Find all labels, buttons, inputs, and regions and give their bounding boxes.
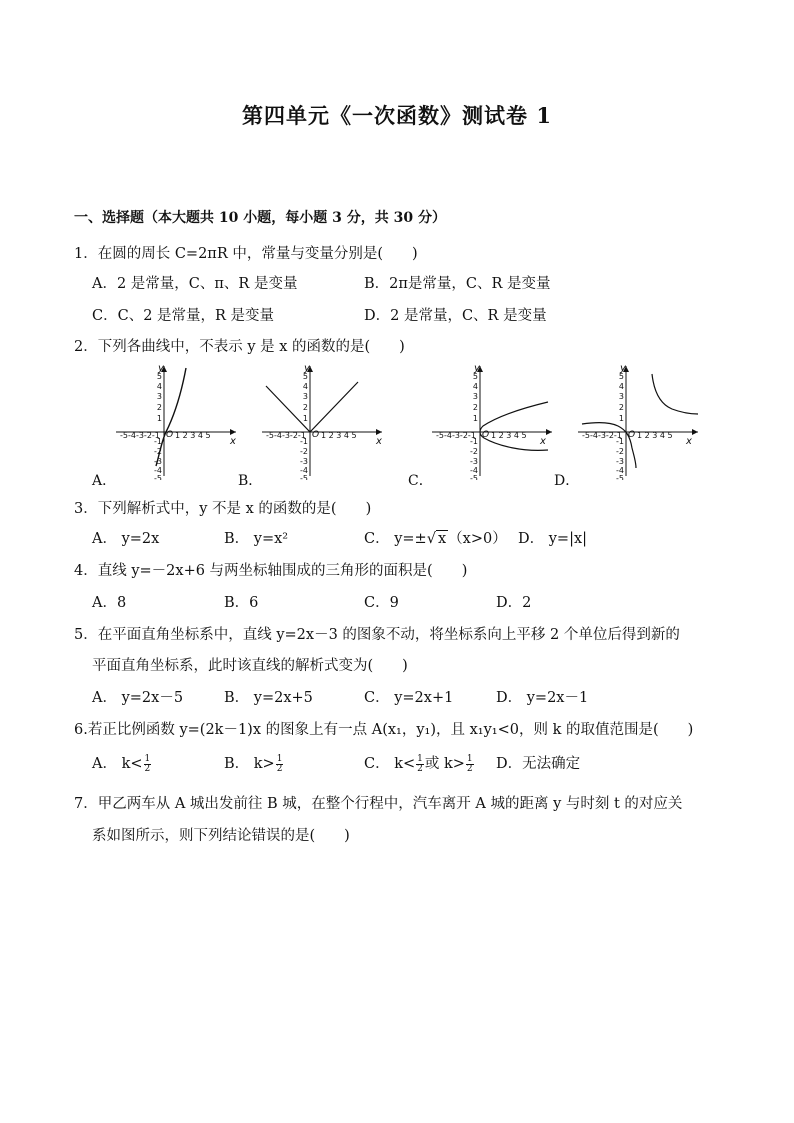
- fraction-denominator: 2: [144, 763, 151, 774]
- question-5-stem-line-2: 平面直角坐标系，此时该直线的解析式变为( ): [92, 658, 408, 674]
- graph-d-ytick: 3: [618, 392, 624, 401]
- graph-c-ytick: 5: [472, 372, 478, 381]
- question-3-option-a: A． y=2x: [92, 531, 160, 547]
- graph-d-ytick: 4: [618, 382, 624, 391]
- graph-d-xlabel: x: [686, 436, 692, 447]
- graph-b-xlabel: x: [376, 436, 382, 447]
- graph-a-xticks-pos: 1 2 3 4 5: [175, 431, 211, 440]
- graph-a-ytick: 2: [156, 403, 162, 412]
- graph-c-ytick: -3: [470, 457, 478, 466]
- fraction: [276, 755, 284, 774]
- graph-d-ytick: -3: [616, 457, 624, 466]
- question-4-stem: 4．直线 y=－2x+6 与两坐标轴围成的三角形的面积是( ): [74, 563, 468, 579]
- graph-b-ytick: -1: [300, 437, 308, 446]
- graph-a-label: A．: [92, 473, 117, 489]
- graph-b-ytick: 1: [302, 414, 308, 423]
- graph-c-ytick: -5: [470, 474, 478, 480]
- question-6-option-c-prefix: C． k<: [364, 756, 416, 772]
- graph-a-xticks-neg: -5-4-3-2-1: [120, 431, 160, 440]
- graph-c-ytick: 1: [472, 414, 478, 423]
- graph-b: [258, 362, 386, 480]
- graph-d-ytick: -1: [616, 437, 624, 446]
- sqrt-icon: √: [426, 531, 436, 547]
- graph-a-ytick: -5: [154, 474, 162, 480]
- graph-d-ytick: -2: [616, 447, 624, 456]
- graph-c-ytick: -4: [470, 466, 478, 475]
- graph-b-ytick: 5: [302, 372, 308, 381]
- graph-b-label: B．: [238, 473, 263, 489]
- question-1-stem: 1．在圆的周长 C=2πR 中，常量与变量分别是( ): [74, 246, 418, 262]
- question-3-option-c: [364, 527, 507, 548]
- graph-a-ytick: -2: [154, 447, 162, 456]
- question-5-stem-line-1: 5．在平面直角坐标系中，直线 y=2x－3 的图象不动，将坐标系向上平移 2 个单位后得到新的: [74, 627, 680, 643]
- graph-a-ytick: 3: [156, 392, 162, 401]
- graph-c-ytick: -1: [470, 437, 478, 446]
- graph-b-ytick: -2: [300, 447, 308, 456]
- graph-b-ytick: -4: [300, 466, 308, 475]
- question-4-option-c: C．9: [364, 595, 399, 611]
- graph-d-ylabel: y: [620, 363, 626, 374]
- graph-c-ytick: 4: [472, 382, 478, 391]
- fraction-denominator: 2: [276, 763, 283, 774]
- question-6-option-b: [224, 752, 284, 774]
- graph-a-xlabel: x: [230, 436, 236, 447]
- graph-a-ytick: -4: [154, 466, 162, 475]
- graph-c-curve: [480, 402, 548, 450]
- fraction-numerator: 1: [144, 753, 151, 764]
- question-4-option-b: B．6: [224, 595, 259, 611]
- graph-c-xticks-neg: -5-4-3-2-1: [436, 431, 476, 440]
- question-1-option-d: D．2 是常量，C、R 是变量: [364, 308, 547, 324]
- question-3-option-c-prefix: C． y=±: [364, 531, 427, 547]
- graph-d-origin: O: [628, 430, 636, 440]
- question-6-option-c-middle: 或 k>: [424, 756, 465, 772]
- graph-b-ytick: 4: [302, 382, 308, 391]
- graph-d-ytick: -4: [616, 466, 624, 475]
- question-1-option-b: B．2π是常量，C、R 是变量: [364, 276, 551, 292]
- graph-b-curve: [266, 382, 358, 432]
- fraction-numerator: 1: [276, 753, 283, 764]
- question-1-option-c: C．C、2 是常量，R 是变量: [92, 308, 275, 324]
- graph-a-ylabel: y: [158, 363, 164, 374]
- question-7-stem-line-2: 系如图所示，则下列结论错误的是( ): [92, 828, 350, 844]
- graph-c-label: C．: [408, 473, 433, 489]
- question-6-option-b-prefix: B． k>: [224, 756, 275, 772]
- graph-c-ylabel: y: [474, 363, 480, 374]
- graph-d-ytick: 1: [618, 414, 624, 423]
- graph-a-origin: O: [166, 430, 174, 440]
- graph-c: [428, 362, 556, 480]
- question-6-option-a: [92, 752, 152, 774]
- graph-d-curve-right: [652, 374, 698, 414]
- fraction-denominator: 2: [466, 763, 473, 774]
- fraction-numerator: 1: [466, 753, 473, 764]
- fraction-denominator: 2: [417, 763, 423, 774]
- graph-c-ytick: -2: [470, 447, 478, 456]
- graph-b-origin: O: [312, 430, 320, 440]
- section-heading: 一、选择题（本大题共 10 小题，每小题 3 分，共 30 分）: [74, 210, 446, 226]
- graph-a-ytick: 4: [156, 382, 162, 391]
- graph-d-ytick: -5: [616, 474, 624, 480]
- question-2-stem: 2．下列各曲线中，不表示 y 是 x 的函数的是( ): [74, 339, 405, 355]
- question-3-option-c-suffix: （x>0）: [448, 531, 507, 547]
- graph-c-origin: O: [482, 430, 490, 440]
- page-title: 第四单元《一次函数》测试卷 1: [242, 103, 552, 128]
- graph-a-ytick: -1: [154, 437, 162, 446]
- question-5-option-d: D． y=2x－1: [496, 690, 589, 706]
- question-1-option-a: A．2 是常量，C、π、R 是变量: [92, 276, 298, 292]
- graph-b-ytick: 3: [302, 392, 308, 401]
- graph-b-ytick: -3: [300, 457, 308, 466]
- graph-b-ytick: -5: [300, 474, 308, 480]
- graph-a-ytick: 5: [156, 372, 162, 381]
- fraction-numerator: 1: [417, 753, 423, 764]
- question-4-option-a: A．8: [92, 595, 127, 611]
- question-5-option-b: B． y=2x+5: [224, 690, 313, 706]
- question-6-option-d: D．无法确定: [496, 756, 581, 772]
- question-3-option-d: D． y=|x|: [518, 531, 588, 547]
- graph-d-xticks-neg: -5-4-3-2-1: [582, 431, 622, 440]
- question-5-option-c: C． y=2x+1: [364, 690, 454, 706]
- fraction: [416, 755, 424, 774]
- graph-b-ylabel: y: [304, 363, 310, 374]
- question-6-stem: 6.若正比例函数 y=(2k－1)x 的图象上有一点 A(x₁，y₁)，且 x₁y₁<0，则 k 的取值范围是( ): [74, 722, 694, 738]
- graph-d-ytick: 5: [618, 372, 624, 381]
- graph-b-ytick: 2: [302, 403, 308, 412]
- fraction: [466, 755, 474, 774]
- graph-b-xticks-pos: 1 2 3 4 5: [321, 431, 357, 440]
- graph-d: [574, 362, 702, 480]
- graph-b-xticks-neg: -5-4-3-2-1: [266, 431, 306, 440]
- fraction: [144, 755, 152, 774]
- graph-a: [112, 362, 240, 480]
- graph-a-ytick: -3: [154, 457, 162, 466]
- graph-d-label: D．: [554, 473, 580, 489]
- graph-d-xticks-pos: 1 2 3 4 5: [637, 431, 673, 440]
- graph-c-ytick: 3: [472, 392, 478, 401]
- question-4-option-d: D．2: [496, 595, 532, 611]
- question-5-option-a: A． y=2x－5: [92, 690, 184, 706]
- graph-c-xticks-pos: 1 2 3 4 5: [491, 431, 527, 440]
- graph-d-ytick: 2: [618, 403, 624, 412]
- graph-c-ytick: 2: [472, 403, 478, 412]
- graph-a-ytick: 1: [156, 414, 162, 423]
- question-6-option-a-prefix: A． k<: [92, 756, 143, 772]
- question-6-option-c: [364, 752, 475, 774]
- question-7-stem-line-1: 7．甲乙两车从 A 城出发前往 B 城，在整个行程中，汽车离开 A 城的距离 y 与时刻 t 的对应关: [74, 796, 683, 812]
- question-3-option-b: B． y=x²: [224, 531, 289, 547]
- question-3-stem: 3．下列解析式中，y 不是 x 的函数的是( ): [74, 501, 372, 517]
- question-3-option-c-radicand: x: [437, 531, 447, 547]
- graph-c-xlabel: x: [540, 436, 546, 447]
